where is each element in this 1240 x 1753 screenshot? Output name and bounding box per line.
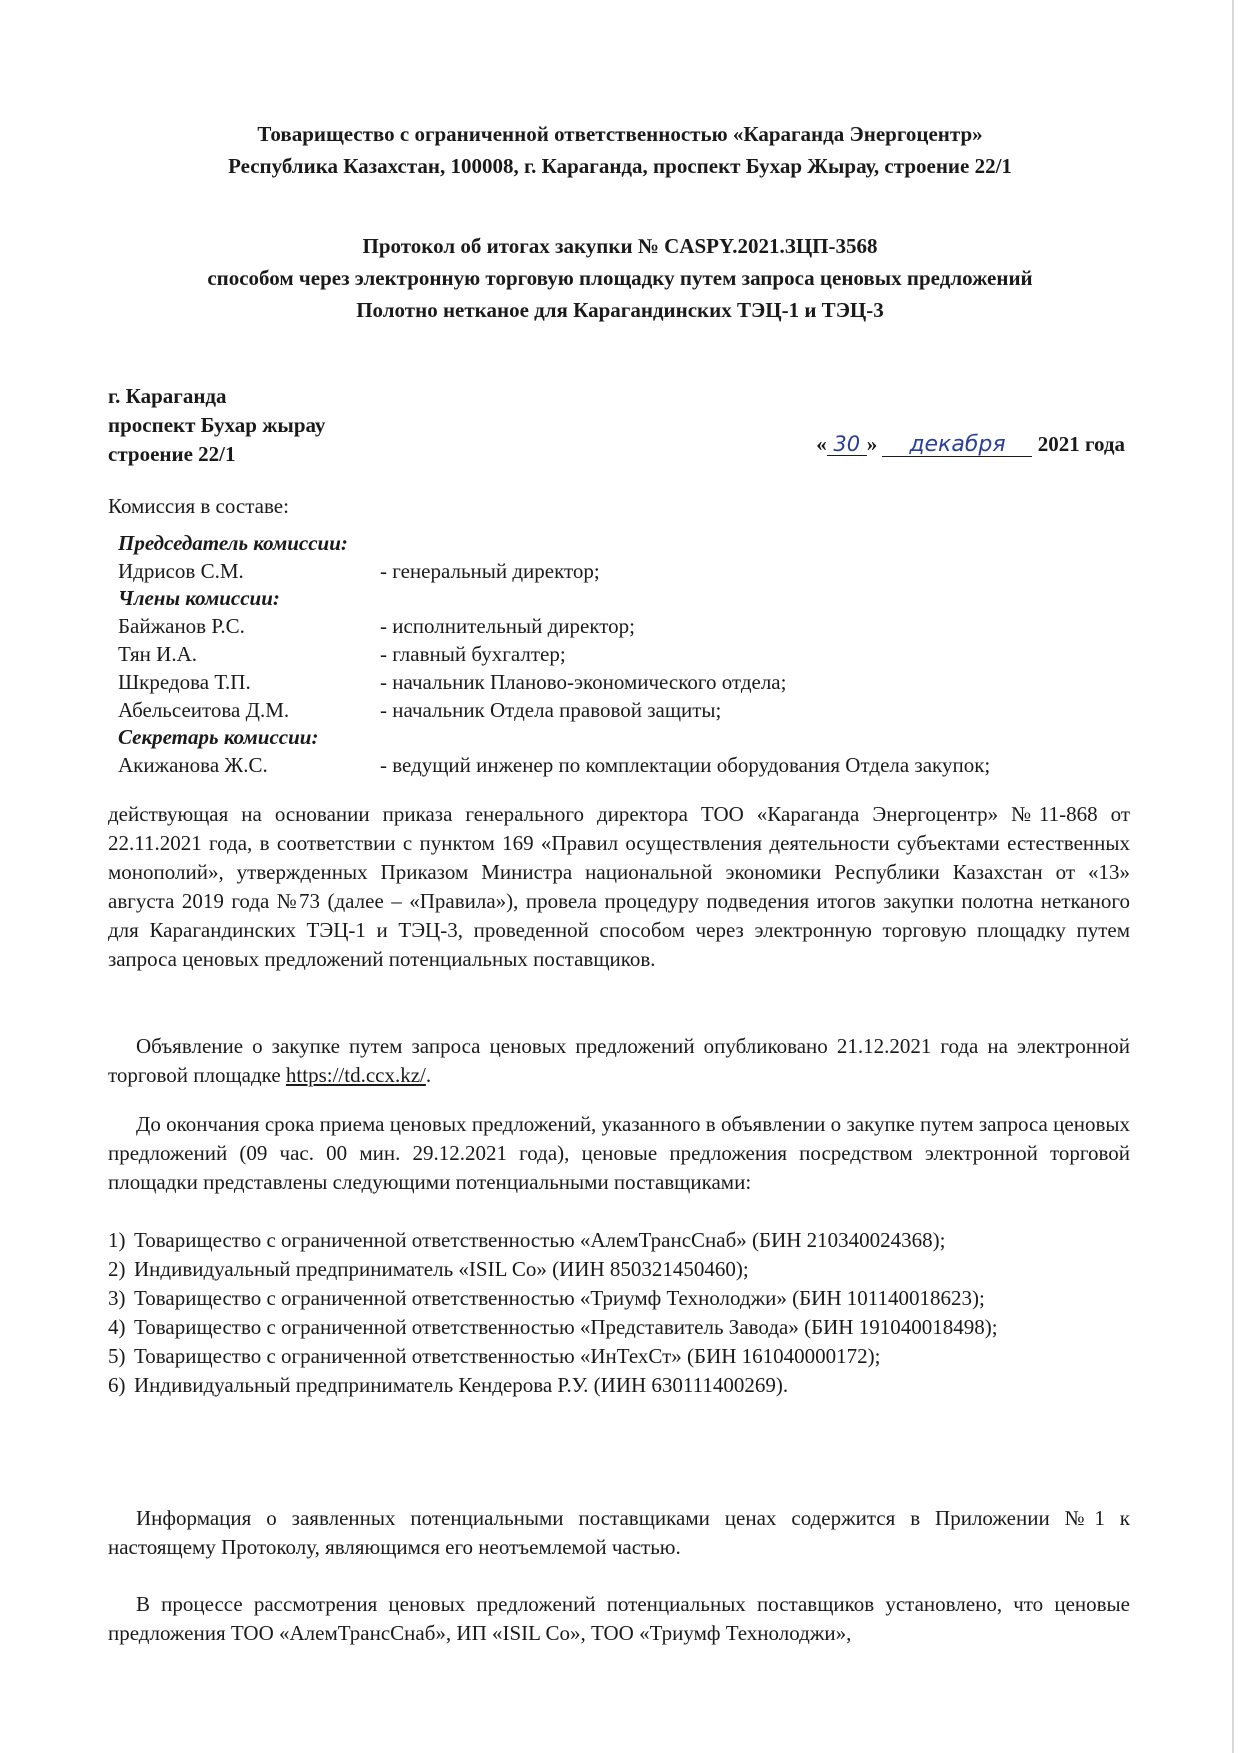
commission-composition-label: Комиссия в составе: <box>108 494 289 518</box>
member-name: Тян И.А. <box>118 642 198 666</box>
member-name: Акижанова Ж.С. <box>118 753 268 777</box>
date-day-handwritten: 30 <box>827 433 867 456</box>
date-month-handwritten: декабря <box>882 434 1032 457</box>
organization-address: Республика Казахстан, 100008, г. Караганда, проспект Бухар Жырау, строение 22/1 <box>228 154 1012 178</box>
info-paragraph: Информация о заявленных потенциальными поставщиками ценах содержится в Приложении №1 к настоящему Протоколу, являющимся его неотъемлемой частью. <box>108 1506 1130 1559</box>
basis-paragraph: действующая на основании приказа генерального директора ТОО «Караганда Энергоцентр» №11-868 от 22.11.2021 года, в соответствии с пунктом 169 «Правил осуществления деятельности субъектами естественных монополий», утвержденных Приказом Министра национальной экономики Республики Казахстан от «13» августа 2019 года №73 (далее – «Правила»), провела процедуру подведения итогов закупки полотна нетканого для Карагандинских ТЭЦ-1 и ТЭЦ-3, проведенной способом через электронную торговую площадку путем запроса ценовых предложений потенциальных поставщиков. <box>108 802 1130 971</box>
member-row <box>118 557 990 585</box>
date-open-quote: « <box>816 432 827 456</box>
list-item-text: Индивидуальный предприниматель Кендерова Р.У. (ИИН 630111400269). <box>134 1373 789 1397</box>
organization-header <box>0 118 1240 182</box>
member-row <box>118 668 990 696</box>
place-street: проспект Бухар жырау <box>108 413 326 437</box>
member-name: Байжанов Р.С. <box>118 614 245 638</box>
commission-members <box>118 530 990 779</box>
list-item <box>108 1284 1130 1313</box>
member-position: - исполнительный директор; <box>380 614 636 638</box>
list-item-number: 3) <box>108 1286 126 1310</box>
member-row <box>118 640 990 668</box>
procurement-subject: Полотно нетканое для Карагандинских ТЭЦ-1 и ТЭЦ-3 <box>356 298 884 322</box>
procurement-method: способом через электронную торговую площадку путем запроса ценовых предложений <box>207 266 1033 290</box>
list-item-text: Товарищество с ограниченной ответственностью «Представитель Завода» (БИН 191040018498); <box>134 1315 998 1339</box>
supplier-list <box>108 1226 1130 1400</box>
member-name: Шкредова Т.П. <box>118 670 251 694</box>
member-position: - ведущий инженер по комплектации оборудования Отдела закупок; <box>380 753 991 777</box>
list-item-text: Индивидуальный предприниматель «ISIL Co» (ИИН 850321450460); <box>134 1257 749 1281</box>
organization-name: Товарищество с ограниченной ответственностью «Караганда Энергоцентр» <box>257 122 983 146</box>
list-item-text: Товарищество с ограниченной ответственностью «ИнТехСт» (БИН 161040000172); <box>134 1344 881 1368</box>
list-item-text: Товарищество с ограниченной ответственностью «Триумф Технолоджи» (БИН 101140018623); <box>134 1286 985 1310</box>
announcement-end: . <box>425 1063 432 1087</box>
announcement-text: Объявление о закупке путем запроса ценовых предложений опубликовано 21.12.2021 года на электронной торговой площадке <box>108 1034 1130 1087</box>
member-position: - начальник Планово-экономического отдела; <box>380 670 787 694</box>
list-item <box>108 1313 1130 1342</box>
list-item <box>108 1342 1130 1371</box>
member-name: Абельсеитова Д.М. <box>118 698 290 722</box>
list-item-number: 6) <box>108 1373 126 1397</box>
list-item-number: 4) <box>108 1315 126 1339</box>
member-row <box>118 696 990 724</box>
date-close-quote: » <box>866 432 878 456</box>
date-year: 2021 года <box>1037 432 1125 456</box>
place-building: строение 22/1 <box>108 442 236 466</box>
list-item-number: 5) <box>108 1344 126 1368</box>
place-city: г. Караганда <box>108 384 227 408</box>
list-item-number: 2) <box>108 1257 126 1281</box>
members-role-title: Члены комиссии: <box>118 586 280 610</box>
member-name: Идрисов С.М. <box>118 559 244 583</box>
protocol-title <box>0 230 1240 326</box>
member-position: - генеральный директор; <box>380 559 600 583</box>
review-paragraph: В процессе рассмотрения ценовых предложений потенциальных поставщиков установлено, что ценовые предложения ТОО «АлемТрансСнаб», ИП «ISIL Co», ТОО «Триумф Технолоджи», <box>108 1592 1130 1645</box>
deadline-paragraph: До окончания срока приема ценовых предложений, указанного в объявлении о закупке путем запроса ценовых предложений (09 час. 00 мин. 29.12.2021 года), ценовые предложения посредством электронной торговой площадки представлены следующими потенциальными поставщиками: <box>108 1112 1130 1194</box>
list-item-number: 1) <box>108 1228 126 1252</box>
member-row <box>118 612 990 640</box>
marketplace-link[interactable]: https://td.ccx.kz/ <box>285 1063 426 1087</box>
list-item <box>108 1226 1130 1255</box>
chair-role-title: Председатель комиссии: <box>118 531 348 555</box>
list-item-text: Товарищество с ограниченной ответственностью «АлемТрансСнаб» (БИН 210340024368); <box>134 1228 946 1252</box>
member-position: - начальник Отдела правовой защиты; <box>380 698 722 722</box>
list-item <box>108 1371 1130 1400</box>
secretary-role-title: Секретарь комиссии: <box>118 725 319 749</box>
announcement-paragraph <box>108 1032 1130 1090</box>
member-position: - главный бухгалтер; <box>380 642 566 666</box>
protocol-number: Протокол об итогах закупки № CASPY.2021.ЗЦП-3568 <box>362 234 878 258</box>
member-row <box>118 751 990 779</box>
list-item <box>108 1255 1130 1284</box>
place-block <box>108 382 325 469</box>
protocol-date <box>816 430 1125 459</box>
